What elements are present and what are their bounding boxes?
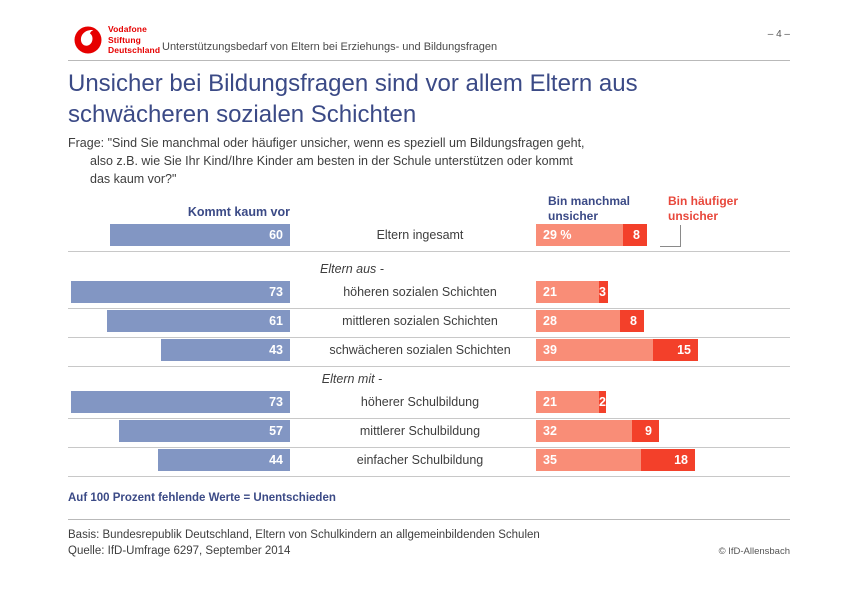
bar-bin-manchmal-unsicher: 29 % bbox=[536, 224, 623, 246]
bar-kommt-kaum-vor: 73 bbox=[71, 281, 290, 303]
bar-bin-haeufiger-unsicher: 2 bbox=[599, 391, 606, 413]
row-label: Eltern ingesamt bbox=[376, 228, 464, 242]
legend-mid-line-2: unsicher bbox=[548, 209, 599, 223]
logo-line-2: Stiftung bbox=[108, 34, 141, 45]
table-row bbox=[68, 447, 790, 473]
footnote-unentschieden: Auf 100 Prozent fehlende Werte = Unentschieden bbox=[68, 492, 336, 504]
bar-bin-manchmal-unsicher: 32 bbox=[536, 420, 632, 442]
table-row bbox=[68, 389, 790, 415]
row-label: einfacher Schulbildung bbox=[356, 453, 484, 467]
logo-line-1: Vodafone bbox=[108, 24, 147, 34]
bar-bin-haeufiger-unsicher: 3 bbox=[599, 281, 608, 303]
table-row bbox=[68, 222, 790, 248]
left-bar-zone bbox=[68, 337, 290, 363]
question-line-3: das kaum vor?" bbox=[90, 172, 177, 186]
basis-line: Basis: Bundesrepublik Deutschland, Eltern von Schulkindern an allgemeinbildenden Schulen bbox=[68, 529, 540, 541]
left-bar-zone bbox=[68, 279, 290, 305]
bar-bin-haeufiger-unsicher: 8 bbox=[623, 224, 647, 246]
page-number: – 4 – bbox=[767, 29, 790, 40]
row-label: schwächeren sozialen Schichten bbox=[329, 343, 511, 357]
bar-kommt-kaum-vor: 43 bbox=[161, 339, 290, 361]
right-bars bbox=[536, 449, 695, 471]
question-line-1: Frage: "Sind Sie manchmal oder häufiger unsicher, wenn es speziell um Bildungsfragen geht, bbox=[68, 136, 585, 150]
right-bars bbox=[536, 339, 698, 361]
table-row bbox=[68, 308, 790, 334]
group-caption-mit: Eltern mit - bbox=[321, 372, 383, 386]
bar-bin-manchmal-unsicher: 21 bbox=[536, 281, 599, 303]
right-bars bbox=[536, 224, 647, 246]
left-bar-zone bbox=[68, 389, 290, 415]
bar-bin-haeufiger-unsicher: 18 bbox=[641, 449, 695, 471]
document-title: Unterstützungsbedarf von Eltern bei Erziehungs- und Bildungsfragen bbox=[162, 41, 498, 53]
table-row bbox=[68, 418, 790, 444]
row-label: höherer Schulbildung bbox=[360, 395, 480, 409]
quelle-line: Quelle: IfD-Umfrage 6297, September 2014 bbox=[68, 545, 291, 557]
row-divider bbox=[68, 251, 790, 252]
table-row bbox=[68, 337, 790, 363]
right-bars bbox=[536, 310, 644, 332]
row-label: höheren sozialen Schichten bbox=[343, 285, 497, 299]
right-bars bbox=[536, 420, 659, 442]
row-divider bbox=[68, 366, 790, 367]
row-label: mittlerer Schulbildung bbox=[359, 424, 481, 438]
footer-divider bbox=[68, 519, 790, 520]
bar-bin-haeufiger-unsicher: 9 bbox=[632, 420, 659, 442]
table-row bbox=[68, 279, 790, 305]
source-block bbox=[68, 527, 540, 559]
question-line-2: also z.B. wie Sie Ihr Kind/Ihre Kinder am besten in der Schule unterstützen oder kommt bbox=[90, 154, 573, 168]
left-bar-zone bbox=[68, 308, 290, 334]
legend-kommt-kaum-vor: Kommt kaum vor bbox=[187, 205, 290, 219]
group-caption-aus: Eltern aus - bbox=[320, 262, 384, 276]
bar-kommt-kaum-vor: 60 bbox=[110, 224, 290, 246]
right-bars bbox=[536, 391, 606, 413]
bar-kommt-kaum-vor: 73 bbox=[71, 391, 290, 413]
left-bar-zone bbox=[68, 418, 290, 444]
legend-mid-line-1: Bin manchmal bbox=[548, 194, 631, 208]
right-bars bbox=[536, 281, 608, 303]
left-bar-zone bbox=[68, 222, 290, 248]
left-bar-zone bbox=[68, 447, 290, 473]
legend-right-line-1: Bin häufiger bbox=[668, 194, 739, 208]
bar-kommt-kaum-vor: 61 bbox=[107, 310, 290, 332]
bar-bin-haeufiger-unsicher: 8 bbox=[620, 310, 644, 332]
copyright-label: © IfD-Allensbach bbox=[718, 546, 790, 557]
bar-bin-manchmal-unsicher: 28 bbox=[536, 310, 620, 332]
bar-bin-haeufiger-unsicher: 15 bbox=[653, 339, 698, 361]
bar-bin-manchmal-unsicher: 21 bbox=[536, 391, 599, 413]
bar-kommt-kaum-vor: 57 bbox=[119, 420, 290, 442]
legend-right-line-2: unsicher bbox=[668, 209, 719, 223]
row-label: mittleren sozialen Schichten bbox=[342, 314, 498, 328]
page-title: Unsicher bei Bildungsfragen sind vor allem Eltern aus schwächeren sozialen Schichten bbox=[68, 70, 638, 128]
logo-line-3: Deutschland bbox=[108, 45, 161, 55]
bar-bin-manchmal-unsicher: 35 bbox=[536, 449, 641, 471]
bar-kommt-kaum-vor: 44 bbox=[158, 449, 290, 471]
row-divider bbox=[68, 476, 790, 477]
bar-bin-manchmal-unsicher: 39 bbox=[536, 339, 653, 361]
